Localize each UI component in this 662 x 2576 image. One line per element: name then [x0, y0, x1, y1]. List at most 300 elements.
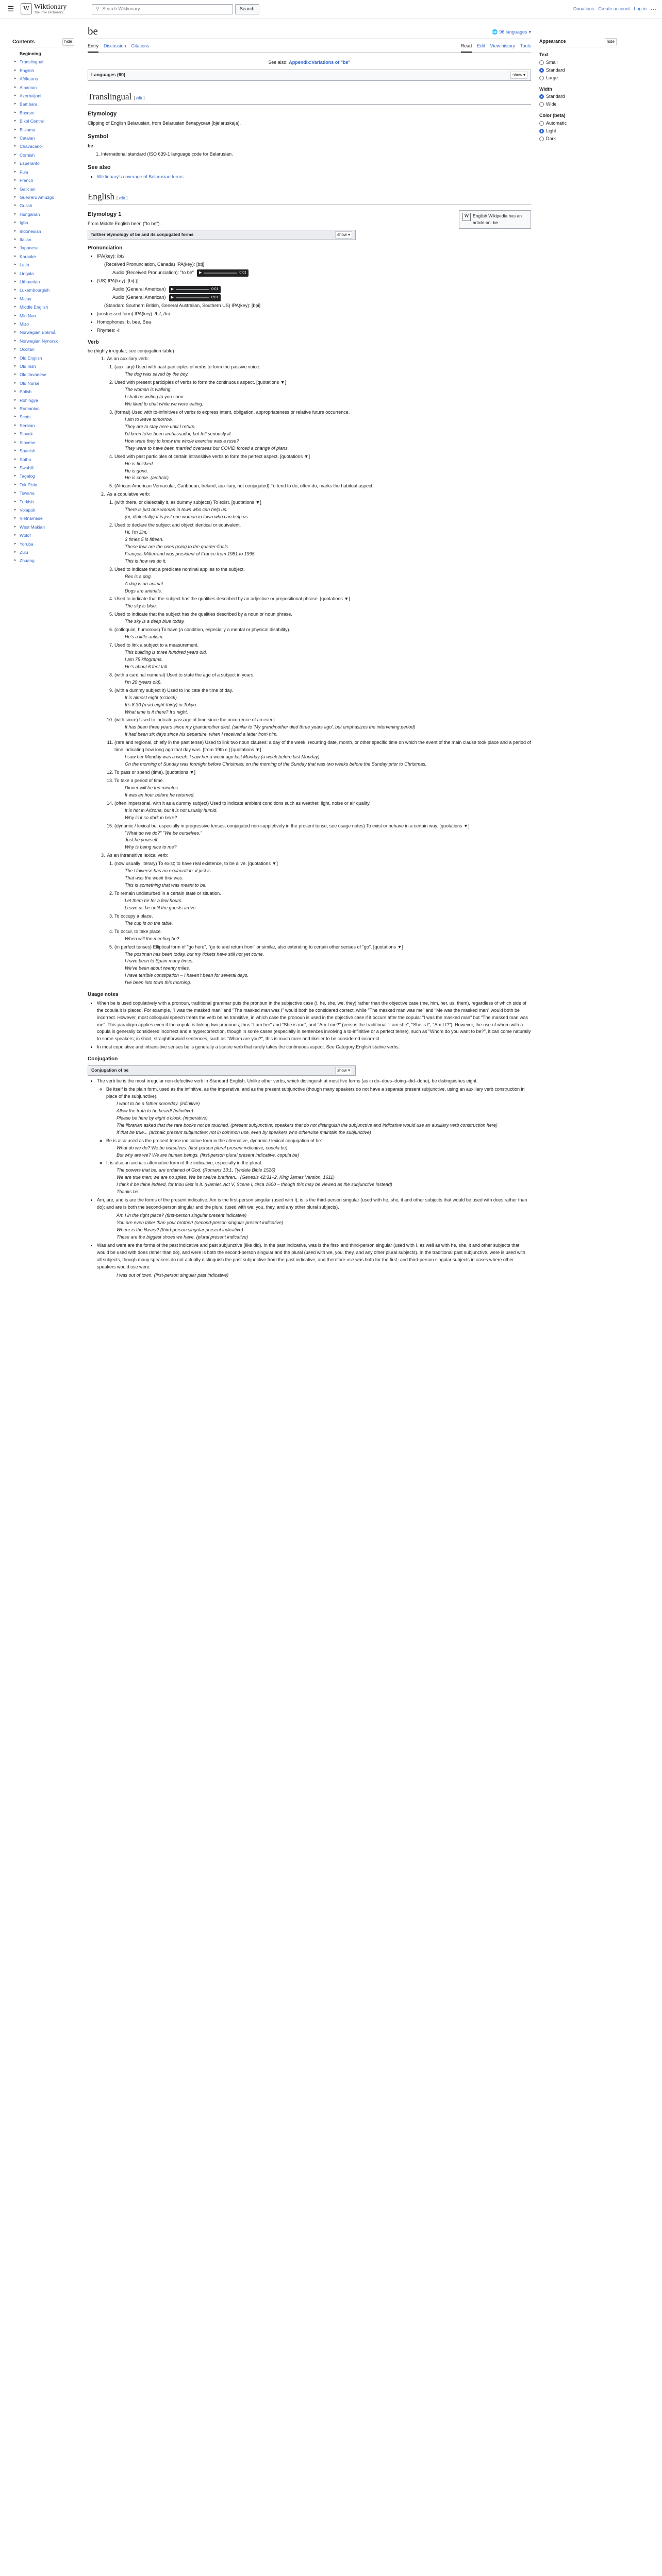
- translingual-heading: Translingual [ edit ]: [88, 90, 531, 105]
- toc-item[interactable]: ▸ Spanish: [12, 447, 74, 455]
- toc-item[interactable]: ▸ Min Nan: [12, 312, 74, 320]
- usage-example: (or, dialectally) It is just one woman in town who can help us.: [125, 514, 250, 520]
- toc-item[interactable]: ▸ Malay: [12, 295, 74, 303]
- sub-definition: 1. (with there, or dialectally it, as dummy subjects) To exist. [quotations ▼] There is just one woman in town who can help us. (or, dialectally) It is just one woman in town who can help us.: [114, 499, 531, 521]
- chevron-right-icon[interactable]: ▸: [14, 195, 16, 199]
- etymology-1-text: From Middle English been ("to be").: [88, 221, 161, 226]
- verb-heading: Verb: [88, 340, 99, 346]
- page-tabs: [88, 41, 531, 53]
- chevron-right-icon[interactable]: ▸: [14, 254, 16, 258]
- usage-example: Allow the truth to be heard! (infinitive): [117, 1108, 193, 1113]
- toc-item[interactable]: ▸ Norwegian Nynorsk: [12, 337, 74, 345]
- usage-example: Leave us be until the guests arrive.: [125, 905, 197, 910]
- usage-example: This is how we do it.: [125, 558, 167, 564]
- chevron-right-icon[interactable]: ▸: [14, 127, 16, 131]
- chevron-right-icon[interactable]: ▸: [14, 68, 16, 72]
- log-in-link[interactable]: Log in: [634, 6, 647, 11]
- usage-example: Hi, I'm Jim.: [125, 530, 148, 535]
- toc-item[interactable]: ▸ Fula: [12, 168, 74, 176]
- conjugation-subnote: ◦ It is also an archaic alternative form of the indicative, especially in the plural. The powers that be, are ordained of God. (Romans 13:1, Tyndale Bible 1526) We are true men; we are no spies: We be twelve brethren... (Genesis 42:31–2, King James Version, 1611) I think it be thine indeed, for thou liest in it. (Hamlet, Act V, Scene i, circa 1600 – though this may be viewed as the subjunctive instead) Thanks be.: [106, 1160, 531, 1196]
- toc-item[interactable]: ▸ English: [12, 66, 74, 75]
- chevron-right-icon[interactable]: ▸: [14, 338, 16, 343]
- toc-item[interactable]: ▸ Tswana: [12, 489, 74, 497]
- chevron-right-icon[interactable]: ▸: [14, 279, 16, 283]
- site-header: [0, 0, 662, 19]
- toc-item[interactable]: ▸ Translingual: [12, 58, 74, 66]
- chevron-right-icon[interactable]: ▸: [14, 322, 16, 326]
- color-light-option[interactable]: Light: [539, 127, 617, 135]
- chevron-right-icon[interactable]: ▸: [14, 85, 16, 89]
- usage-example: It is hot in Arizona, but it is not usually humid.: [125, 807, 218, 813]
- width-wide-option[interactable]: Wide: [539, 100, 617, 108]
- chevron-right-icon[interactable]: ▸: [14, 77, 16, 81]
- chevron-right-icon[interactable]: ▸: [14, 110, 16, 114]
- audio-ga-1: Audio (General American) ▶ 0:01: [112, 286, 531, 293]
- toc-item[interactable]: ▸ Vietnamese: [12, 514, 74, 522]
- site-tagline: The Free Dictionary: [34, 10, 63, 15]
- toc-item[interactable]: ▸ Albanian: [12, 83, 74, 92]
- more-options-icon[interactable]: ⋯: [651, 5, 657, 13]
- chevron-right-icon[interactable]: ▸: [14, 398, 16, 402]
- see-also-heading: See also: [88, 164, 111, 171]
- wikipedia-icon: W: [462, 213, 471, 221]
- usage-example: This is something that was meant to be.: [125, 883, 207, 888]
- main-menu-icon[interactable]: ☰: [7, 5, 14, 13]
- chevron-right-icon[interactable]: ▸: [14, 212, 16, 216]
- create-account-link[interactable]: Create account: [598, 6, 630, 11]
- chevron-right-icon[interactable]: ▸: [14, 136, 16, 140]
- usage-example: Am I in the right place? (first-person singular present indicative): [117, 1213, 247, 1218]
- toc-item[interactable]: Beginning: [20, 51, 41, 56]
- usage-example: Rex is a dog.: [125, 573, 152, 579]
- usage-example: We've been about twenty miles.: [125, 965, 190, 971]
- toc-item[interactable]: ▸ Old Irish: [12, 362, 74, 370]
- toc-item[interactable]: ▸ Latin: [12, 261, 74, 269]
- usage-example: Thanks be.: [117, 1189, 140, 1195]
- toc-item[interactable]: ▸ Gullah: [12, 201, 74, 210]
- toc-item[interactable]: ▸ Old English: [12, 354, 74, 362]
- sub-definition: 7. Used to link a subject to a measurement. This building is three hundred years old. I am 75 kilograms. He's about 6 feet tall.: [114, 642, 531, 671]
- usage-example: 3 times 5 is fifteen.: [125, 536, 164, 542]
- chevron-right-icon[interactable]: ▸: [14, 415, 16, 419]
- usage-example: It's 8:30 (read eight-thirty) in Tokyo.: [125, 702, 197, 707]
- chevron-right-icon[interactable]: ▸: [14, 550, 16, 554]
- toc-item[interactable]: ▸ Slovak: [12, 430, 74, 438]
- toc-item[interactable]: ▸ West Makian: [12, 523, 74, 531]
- search-input[interactable]: [92, 4, 233, 14]
- usage-example: A dog is an animal.: [125, 581, 164, 586]
- audio-rp: Audio (Received Pronunciation): "to be" ▶ 0:01: [112, 269, 531, 277]
- toc-item[interactable]: ▸ Afrikaans: [12, 75, 74, 83]
- chevron-right-icon[interactable]: ▸: [14, 313, 16, 317]
- usage-example: They were to have been married overseas but COVID forced a change of plans.: [125, 445, 289, 451]
- chevron-right-icon[interactable]: ▸: [14, 524, 16, 529]
- pronunciation-list: • IPA(key): /biː/ (Received Pronunciation, Canada) IPA(key): [bɪi̯] Audio (Received Pronunciation): "to be" ▶ 0:01 • (US) IPA(key): [bi(ː)] Audio (General American) ▶ 0:01 Audio (General American) ▶ 0:01 (Standard Southern British, General Australian, Southern US) IPA(key): [bə̯i] • (unstressed form) IPA(key): /bi/, /bɪ/ • Homophones: b, bee, Bea • Rhymes: -iː: [97, 253, 531, 334]
- tab-entry[interactable]: Entry: [88, 41, 98, 53]
- play-icon: ▶: [171, 295, 174, 299]
- sub-definition: 2. Used to declare the subject and object identical or equivalent. Hi, I'm Jim. 3 times 5 is fifteen. These four are the ones going to the quarter-finals. François Mitterrand was president of France from 1981 to 1995. This is how we do it.: [114, 522, 531, 565]
- languages-collapsible: [88, 70, 531, 81]
- toc-item[interactable]: ▸ Hungarian: [12, 210, 74, 218]
- toc-item[interactable]: ▸ Yoruba: [12, 540, 74, 548]
- toc-item[interactable]: ▸ Italian: [12, 235, 74, 244]
- usage-example: He's a little autism.: [125, 634, 164, 640]
- chevron-right-icon[interactable]: ▸: [14, 305, 16, 309]
- usage-example: The sky is a deep blue today.: [125, 619, 185, 624]
- toc-item[interactable]: ▸ Slovene: [12, 438, 74, 447]
- sub-definition: 5. (in perfect tenses) Elliptical form of "go here", "go to and return from" or similar, also extending to certain other senses of "go". [quotations ▼] The postman has been today, but my tickets have still not yet come. I have been to Spain many times. We've been about twenty miles. I have terrible constipation – I haven't been for several days. I've been into town this morning.: [114, 944, 531, 987]
- chevron-right-icon[interactable]: ▸: [14, 161, 16, 165]
- symbol-heading: Symbol: [88, 133, 108, 140]
- usage-example: I have terrible constipation – I haven't been for several days.: [125, 973, 249, 978]
- toc-item[interactable]: ▸ Chavacano: [12, 142, 74, 150]
- chevron-right-icon[interactable]: ▸: [14, 440, 16, 444]
- usage-example: Let them be for a few hours.: [125, 897, 183, 903]
- sub-definition: 9. (with a dummy subject it) Used to indicate the time of day. It is almost eight (o'clock). It's 8:30 (read eight-thirty) in Tokyo. What time is it there? It's night.: [114, 687, 531, 716]
- chevron-right-icon[interactable]: ▸: [14, 102, 16, 106]
- usage-note: • In most copulative and intransitive senses be is generally a stative verb that rarely takes the continuous aspect. See Category:English stative verbs.: [97, 1044, 531, 1051]
- appearance-panel: [539, 38, 617, 143]
- toc-item[interactable]: ▸ Bislama: [12, 126, 74, 134]
- usage-example: It was an hour before he returned.: [125, 792, 195, 798]
- color-dark-option[interactable]: Dark: [539, 135, 617, 143]
- usage-example: That was the week that was.: [125, 875, 184, 881]
- chevron-right-icon[interactable]: ▸: [14, 229, 16, 233]
- toc-item[interactable]: ▸ Indonesian: [12, 227, 74, 235]
- toc-item[interactable]: ▸ Igbo: [12, 218, 74, 227]
- chevron-down-icon: ▾: [528, 29, 531, 35]
- usage-example: When will the meeting be?: [125, 936, 179, 941]
- sub-definition: 3. To occupy a place. The cup is on the table.: [114, 913, 531, 927]
- appearance-hide-button[interactable]: hide: [605, 38, 617, 45]
- usage-example: The dog was saved by the boy.: [125, 371, 189, 377]
- pronunciation-heading: Pronunciation: [88, 245, 123, 251]
- chevron-right-icon[interactable]: ▸: [14, 364, 16, 368]
- main-content: [88, 25, 531, 1280]
- toc-item[interactable]: ▸ Guerrero Amuzgo: [12, 193, 74, 201]
- personal-tools: [573, 5, 657, 14]
- usage-example: The postman has been today, but my tickets have still not yet come.: [125, 951, 264, 957]
- page-title: be: [88, 25, 98, 37]
- chevron-right-icon[interactable]: ▸: [14, 507, 16, 512]
- sub-definition: 10. (with since) Used to indicate passage of time since the occurrence of an event. It has been three years since my grandmother died. (similar to 'My grandmother died three years ago', but emphasizes the intervening period) It had been six days since his departure, when I received a letter from him.: [114, 717, 531, 738]
- toc-item[interactable]: ▸ Swahili: [12, 464, 74, 472]
- chevron-right-icon[interactable]: ▸: [14, 221, 16, 225]
- toc-item[interactable]: ▸ Bikol Central: [12, 117, 74, 125]
- sub-definition: 6. (colloquial, humorous) To have (a condition, especially a mental or physical disability). He's a little autism.: [114, 626, 531, 641]
- chevron-right-icon[interactable]: ▸: [14, 491, 16, 495]
- chevron-right-icon[interactable]: ▸: [14, 474, 16, 478]
- conjugation-subnote: ◦ Be itself is the plain form, used as the infinitive, as the imperative, and as the present subjunctive (though many speakers do not have a separate present subjunctive, using an auxiliary verb construction in place of the subjunctive). I want to be a father someday. (infinitive) Allow the truth to be heard! (infinitive) Please be here by eight o'clock. (imperative) The librarian asked that the rare books not be touched. (present subjunctive; speakers that do not distinguish the subjunctive and indicative would use an auxiliary verb construction here) If that be true... (archaic present subjunctive; not in common use, even by speakers who otherwise maintain the subjunctive): [106, 1086, 531, 1137]
- toc-item[interactable]: ▸ French: [12, 176, 74, 184]
- usage-example: I'd been to've been ambassador, but fell seriously ill.: [125, 431, 232, 436]
- wikipedia-box: [459, 210, 531, 229]
- usage-example: I was out of town. (first-person singular past indicative): [117, 1272, 229, 1278]
- chevron-right-icon[interactable]: ▸: [14, 465, 16, 469]
- translingual-etymology-text: Clipping of English Belarusian, from Belarusian беларуская (bjelaruskaja).: [88, 121, 241, 126]
- chevron-right-icon[interactable]: ▸: [14, 94, 16, 98]
- see-also-link[interactable]: Appendix:Variations of "be": [289, 59, 351, 65]
- conjugation-notes-list: [97, 1078, 531, 1279]
- toc-hide-button[interactable]: hide: [62, 38, 74, 46]
- donations-link[interactable]: Donations: [573, 6, 594, 11]
- usage-example: I want to be a father someday. (infinitive): [117, 1100, 200, 1106]
- usage-example: Dinner will be ten minutes.: [125, 785, 179, 790]
- site-name: Wiktionary: [34, 3, 67, 11]
- chevron-right-icon[interactable]: ▸: [14, 170, 16, 174]
- toc-item[interactable]: ▸ Zhuang: [12, 556, 74, 565]
- sub-definition: 4. Used with past participles of certain intransitive verbs to form the perfect aspect. [quotations ▼] He is finished. He is gone. He is come. (archaic): [114, 453, 531, 482]
- symbol-headword: be: [88, 143, 93, 149]
- toc-item[interactable]: ▸ Catalan: [12, 134, 74, 142]
- tab-edit[interactable]: Edit: [477, 43, 485, 49]
- site-logo[interactable]: [21, 3, 70, 15]
- chevron-right-icon[interactable]: ▸: [14, 558, 16, 563]
- english-heading: English [ edit ]: [88, 190, 531, 205]
- etymology-1-heading: Etymology 1: [88, 211, 122, 217]
- chevron-right-icon[interactable]: ▸: [14, 178, 16, 182]
- text-large-option[interactable]: Large: [539, 74, 617, 82]
- chevron-right-icon[interactable]: ▸: [14, 372, 16, 377]
- usage-example: These are the biggest shoes we have. (plural present indicative): [117, 1234, 249, 1240]
- toc-item[interactable]: ▸ Volapük: [12, 506, 74, 514]
- language-count: 96 languages: [499, 29, 527, 35]
- sub-definition: 2. Used with present participles of verbs to form the continuous aspect. [quotations ▼] The woman is walking. I shall be writing to you soon. We liked to chat while we were eating.: [114, 379, 531, 408]
- width-label: Width: [539, 86, 552, 92]
- usage-example: If that be true... (archaic present subjunctive; not in common use, even by speakers who otherwise maintain the subjunctive): [117, 1129, 371, 1135]
- usage-example: François Mitterrand was president of France from 1981 to 1995.: [125, 551, 256, 556]
- usage-example: We liked to chat while we were eating.: [125, 401, 204, 407]
- chevron-right-icon[interactable]: ▸: [14, 271, 16, 275]
- chevron-right-icon[interactable]: ▸: [14, 389, 16, 394]
- translingual-etymology-heading: Etymology: [88, 111, 117, 117]
- toc-item[interactable]: ▸ Old Norse: [12, 379, 74, 387]
- toc-item[interactable]: ▸ Scots: [12, 413, 74, 421]
- audio-ga-2: Audio (General American) ▶ 0:01: [112, 294, 531, 301]
- chevron-right-icon[interactable]: ▸: [14, 152, 16, 157]
- verb-headword-line: be (highly irregular; see conjugation table): [88, 348, 174, 353]
- chevron-right-icon[interactable]: ▸: [14, 119, 16, 123]
- audio-player[interactable]: ▶ 0:01: [197, 269, 249, 277]
- chevron-right-icon[interactable]: ▸: [14, 263, 16, 267]
- definition: 1. As an auxiliary verb: 1. (auxiliary) Used with past participles of verbs to form the passive voice. The dog was saved by the boy. 2. Used with present participles of verbs to form the continuous aspect. [quotations ▼] The woman is walking. I shall be writing to you soon. We liked to chat while we were eating. 3. (formal) Used with to-infinitives of verbs to express intent, obligation, appropriateness or relative future occurrence. I am to leave tomorrow. They are to stay here until I return. I'd been to've been ambassador, but fell seriously ill. How were they to know the whole exercise was a ruse? They were to have been married overseas but COVID forced a change of plans. 4. Used with past participles of certain intransitive verbs to form the perfect aspect. [quotations ▼] He is finished. He is gone. He is come. (archaic) 5. (African-American Vernacular, Caribbean, Ireland, auxiliary, not conjugated) To tend to do, often do, marks the habitual aspect.: [101, 355, 531, 490]
- tab-discussion[interactable]: Discussion: [104, 43, 126, 49]
- usage-example: What time is it there? It's night.: [125, 709, 188, 715]
- toc-item[interactable]: ▸ Galician: [12, 185, 74, 193]
- usage-example: You are even taller than your brother! (second-person singular present indicative): [117, 1219, 284, 1225]
- sub-definition: 5. (African-American Vernacular, Caribbean, Ireland, auxiliary, not conjugated) To tend to do, often do, marks the habitual aspect.: [114, 483, 531, 490]
- tab-tools[interactable]: Tools: [520, 43, 531, 49]
- sub-definition: 2. To remain undisturbed in a certain state or situation. Let them be for a few hours. Leave us be until the guests arrive.: [114, 890, 531, 912]
- wiktionary-logo-icon: W: [21, 3, 32, 14]
- usage-example: I saw her Monday was a week: I saw her a week ago last Monday (a week before last Monday).: [125, 754, 321, 760]
- conjugation-note: • The verb be is the most irregular non-defective verb in Standard English. Unlike other verbs, which distinguish at most five forms (as in do–does–doing–did–done), be distinguishes eight. ◦ Be itself is the plain form, used as the infinitive, as the imperative, and as the present subjunctive (though many speakers do not have a separate present subjunctive, using an auxiliary verb construction in place of the subjunctive). I want to be a father someday. (infinitive) Allow the truth to be heard! (infinitive) Please be here by eight o'clock. (imperative) The librarian asked that the rare books not be touched. (present subjunctive; speakers that do not distinguish the subjunctive and indicative would use an auxiliary verb construction here) If that be true... (archaic present subjunctive; not in common use, even by speakers who otherwise maintain the subjunctive) ◦ Be is also used as the present tense indicative form in the alternative, dynamic / lexical conjugation of be: What do we do? We be ourselves. (first-person plural present indicative, copula be) But why are we? We are human beings. (first-person plural present indicative, copula be) ◦ It is also an archaic alternative form of the indicative, especially in the plural. The powers that be, are ordained of God. (Romans 13:1, Tyndale Bible 1526) We are true men; we are no spies: We be twelve brethren... (Genesis 42:31–2, King James Version, 1611) I think it be thine indeed, for thou liest in it. (Hamlet, Act V, Scene i, circa 1600 – though this may be viewed as the subjunctive instead) Thanks be.: [97, 1078, 531, 1196]
- title-row: [88, 25, 531, 39]
- usage-example: The librarian asked that the rare books not be touched. (present subjunctive; speakers that do not distinguish the subjunctive and indicative would use an auxiliary verb construction here): [117, 1122, 498, 1128]
- chevron-right-icon[interactable]: ▸: [14, 60, 16, 64]
- conjugation-note: • Was and were are the forms of the past indicative and past subjunctive (like did). In the past indicative, was is the first- and third-person singular (used with I, as well as with he, she, it and other subjects that would be used with does rather than do), and were is both the second-person singular and the plural (used with we, you, they, and any other plural subjects). In the traditional past subjunctive, were is used with all subjects, though many speakers do not actually distinguish the past subjunctive from the past indicative, and therefore use was both for the first- and third-person singular subjects in cases where other speakers would use were. I was out of town. (first-person singular past indicative): [97, 1242, 531, 1279]
- toc-item[interactable]: ▸ Esperanto: [12, 159, 74, 167]
- sub-definition: 5. Used to indicate that the subject has the qualities described by a noun or noun phrase. The sky is a deep blue today.: [114, 611, 531, 625]
- usage-example: I have been to Spain many times.: [125, 958, 194, 964]
- chevron-right-icon[interactable]: ▸: [14, 246, 16, 250]
- sub-definition: 14. (often impersonal, with it as a dummy subject) Used to indicate ambient conditions such as weather, light, noise or air quality. It is hot in Arizona, but it is not usually humid. Why is it so dark in here?: [114, 800, 531, 822]
- usage-example: I shall be writing to you soon.: [125, 394, 185, 400]
- see-also-item-link[interactable]: Wiktionary's coverage of Belarusian terms: [97, 174, 184, 180]
- usage-example: He is come. (archaic): [125, 475, 169, 481]
- chevron-right-icon[interactable]: ▸: [14, 204, 16, 208]
- text-size-label: Text: [539, 52, 549, 57]
- search-icon: ⚲: [95, 6, 100, 12]
- chevron-right-icon[interactable]: ▸: [14, 516, 16, 520]
- definition: 2. As a copulative verb: 1. (with there, or dialectally it, as dummy subjects) To exist. [quotations ▼] There is just one woman in town who can help us. (or, dialectally) It is just one woman in town who can help us. 2. Used to declare the subject and object identical or equivalent. Hi, I'm Jim. 3 times 5 is fifteen. These four are the ones going to the quarter-finals. François Mitterrand was president of France from 1981 to 1995. This is how we do it. 3. Used to indicate that a predicate nominal applies to the subject. Rex is a dog. A dog is an animal. Dogs are animals. 4. Used to indicate that the subject has the qualities described by an adjective or prepositional phrase. [quotations ▼] The sky is blue. 5. Used to indicate that the subject has the qualities described by a noun or noun phrase. The sky is a deep blue today. 6. (colloquial, humorous) To have (a condition, especially a mental or physical disability). He's a little autism. 7. Used to link a subject to a measurement. This building is three hundred years old. I am 75 kilograms. He's about 6 feet tall. 8. (with a cardinal numeral) Used to state the age of a subject in years. I'm 20 (years old). 9. (with a dummy subject it) Used to indicate the time of day. It is almost eight (o'clock). It's 8:30 (read eight-thirty) in Tokyo. What time is it there? It's night. 10. (with since) Used to indicate passage of time since the occurrence of an event. It has been three years since my grandmother died. (similar to 'My grandmother died three years ago', but emphasizes the intervening period) It had been six days since his departure, when I received a letter from him. 11. (rare and regional, chiefly in the past tense) Used to link two noun clauses: a day of the week, recurring date, month, or other specific time on which the event of the main clause took place and a period of time indicating how long ago that day was. [from 19th c.] [quotations ▼] I saw her Monday was a week: I saw her a week ago last Monday (a week before last Monday). On the morning of Sunday was fortnight before Christmas: on the morning of the Sunday that was two weeks before the Sunday prior to Christmas. 12. To pass or spend (time). [quotations ▼] 13. To take a period of time. Dinner will be ten minutes. It was an hour before he returned. 14. (often impersonal, with it as a dummy subject) Used to indicate ambient conditions such as weather, light, noise or air quality. It is hot in Arizona, but it is not usually humid. Why is it so dark in here? 15. (dynamic / lexical be, especially in progressive tenses, conjugated non-suppletively in the present tense, see usage notes) To exist or behave in a certain way. [quotations ▼] "What do we do?" "We be ourselves." Just be yourself. Why is being nice to me?: [101, 491, 531, 851]
- usage-example: He is finished.: [125, 461, 154, 466]
- usage-example: I am 75 kilograms.: [125, 656, 163, 662]
- chevron-right-icon[interactable]: ▸: [14, 499, 16, 503]
- toc-item[interactable]: ▸ Occitan: [12, 345, 74, 353]
- usage-example: The woman is walking.: [125, 387, 172, 393]
- tab-citations[interactable]: Citations: [131, 43, 150, 49]
- audio-player[interactable]: ▶ 0:01: [169, 294, 221, 301]
- usage-example: It has been three years since my grandmother died. (similar to 'My grandmother died three years ago', but emphasizes the intervening period): [125, 724, 416, 730]
- color-automatic-option[interactable]: Automatic: [539, 120, 617, 127]
- conjugation-show-button[interactable]: show ▾: [335, 1067, 352, 1074]
- chevron-right-icon[interactable]: ▸: [14, 457, 16, 461]
- usage-example: It had been six days since his departure, when I received a letter from him.: [125, 732, 278, 737]
- language-selector-button[interactable]: [492, 29, 531, 38]
- languages-box-title: Languages (60): [91, 72, 126, 77]
- chevron-right-icon[interactable]: ▸: [14, 406, 16, 411]
- chevron-right-icon[interactable]: ▸: [14, 541, 16, 546]
- chevron-right-icon[interactable]: ▸: [14, 423, 16, 427]
- chevron-right-icon[interactable]: ▸: [14, 347, 16, 351]
- toc-item[interactable]: ▸ Polish: [12, 387, 74, 396]
- chevron-right-icon[interactable]: ▸: [14, 288, 16, 292]
- chevron-right-icon[interactable]: ▸: [14, 533, 16, 537]
- toc-item[interactable]: ▸ Tok Pisin: [12, 481, 74, 489]
- usage-example: Why is being nice to me?: [125, 844, 177, 850]
- usage-example: On the morning of Sunday was fortnight before Christmas: on the morning of the Sunday that was two weeks before the Sunday prior to Christmas.: [125, 761, 427, 767]
- chevron-right-icon[interactable]: ▸: [14, 355, 16, 360]
- toc-item[interactable]: ▸ Sotho: [12, 455, 74, 464]
- toc-item[interactable]: ▸ Luxembourgish: [12, 286, 74, 294]
- usage-example: Dogs are animals.: [125, 588, 162, 594]
- toc-item[interactable]: ▸ Cornish: [12, 151, 74, 159]
- toc-item[interactable]: ▸ Tagalog: [12, 472, 74, 480]
- toc-item[interactable]: ▸ Lingala: [12, 269, 74, 278]
- usage-example: He's about 6 feet tall.: [125, 664, 169, 669]
- text-standard-option[interactable]: Standard: [539, 66, 617, 74]
- toc-item[interactable]: ▸ Middle English: [12, 303, 74, 311]
- usage-example: The sky is blue.: [125, 603, 157, 609]
- chevron-right-icon[interactable]: ▸: [14, 381, 16, 385]
- sub-definition: 1. (auxiliary) Used with past participles of verbs to form the passive voice. The dog was saved by the boy.: [114, 364, 531, 378]
- sub-definition: 4. To occur, to take place. When will the meeting be?: [114, 928, 531, 943]
- definitions-list: [101, 355, 531, 987]
- entry-body: [88, 59, 531, 1279]
- toc-header: [12, 38, 74, 47]
- search-button[interactable]: Search: [235, 4, 259, 14]
- conjugation-heading: Conjugation: [88, 1056, 118, 1062]
- toc-item[interactable]: ▸ Azerbaijani: [12, 92, 74, 100]
- chevron-right-icon[interactable]: ▸: [14, 144, 16, 148]
- tab-view-history[interactable]: View history: [490, 43, 515, 49]
- toc-item[interactable]: ▸ Karaoke: [12, 252, 74, 261]
- toc-item[interactable]: ▸ Wolof: [12, 531, 74, 539]
- sub-definition: 15. (dynamic / lexical be, especially in progressive tenses, conjugated non-suppletively in the present tense, see usage notes) To exist or behave in a certain way. [quotations ▼] "What do we do?" "We be ourselves." Just be yourself. Why is being nice to me?: [114, 823, 531, 852]
- languages-show-button[interactable]: show ▾: [510, 72, 527, 79]
- toc-item[interactable]: ▸ Old Javanese: [12, 370, 74, 379]
- translate-icon: 🌐: [492, 29, 498, 35]
- usage-example: I've been into town this morning.: [125, 980, 191, 986]
- usage-notes-heading: Usage notes: [88, 992, 119, 998]
- sub-definition: 1. (now usually literary) To exist; to have real existence, to be alive. [quotations ▼] The Universe has no explanation: it just is. That was the week that was. This is something that was meant to be.: [114, 860, 531, 889]
- chevron-right-icon[interactable]: ▸: [14, 237, 16, 241]
- sub-definition: 4. Used to indicate that the subject has the qualities described by an adjective or prepositional phrase. [quotations ▼] The sky is blue.: [114, 596, 531, 610]
- edit-link[interactable]: edit: [136, 96, 142, 101]
- toc-item[interactable]: ▸ Turkish: [12, 498, 74, 506]
- chevron-right-icon[interactable]: ▸: [14, 482, 16, 486]
- color-label: Color (beta): [539, 113, 566, 118]
- chevron-right-icon[interactable]: ▸: [14, 432, 16, 436]
- usage-note: • When be is used copulatively with a pronoun, traditional grammar puts the pronoun in the subjective case (I, he, she, we, they) rather than the objective case (me, him, her, us, them), regardless of which side of the copula it is placed. For example, "I was the masked man" and "The masked man was I" would both be considered correct, while "The masked man was me" and "Me was the masked man" would both be incorrect. However, most colloquial speech treats the verb be as transitive, in which case the pronoun is used in the objective case if it occurs after the copula: "I was the masked man" but "The masked man was me". This paradigm applies even if the copula is linking two pronouns; thus "I am her" and "She is me", and "Am I me?" (versus the traditional "I am she", "She is I", "Am I I?"). However, the use of whom with a copula is generally considered incorrect and a hypercorrection, though in some cases (especially in sentences involving a to-infinitive or a perfect tense), such as "Whom do you want to be?", it can come naturally to some speakers; in short, straightforward sentences, such as "Whom are you?", this is much rarer and likelier to be considered incorrect.: [97, 1000, 531, 1043]
- toc-item[interactable]: ▸ Basque: [12, 109, 74, 117]
- usage-example: The Universe has no explanation: it just is.: [125, 868, 212, 874]
- usage-example: I think it be thine indeed, for thou liest in it. (Hamlet, Act V, Scene i, circa 1600 – though this may be viewed as the subjunctive instead): [117, 1182, 392, 1188]
- play-icon: ▶: [171, 287, 174, 291]
- tab-read[interactable]: Read: [461, 41, 472, 53]
- chevron-right-icon[interactable]: ▸: [14, 330, 16, 334]
- further-etymology-bar: further etymology of be and its conjugated forms show ▾: [88, 230, 356, 240]
- chevron-right-icon[interactable]: ▸: [14, 296, 16, 300]
- toc-list: [12, 49, 74, 565]
- text-small-option[interactable]: Small: [539, 59, 617, 66]
- toc-title: Contents: [12, 39, 35, 45]
- sub-definition: 3. Used to indicate that a predicate nominal applies to the subject. Rex is a dog. A dog is an animal. Dogs are animals.: [114, 566, 531, 595]
- audio-player[interactable]: ▶ 0:01: [169, 286, 221, 293]
- conjugation-subnote: ◦ Be is also used as the present tense indicative form in the alternative, dynamic / lexical conjugation of be: What do we do? We be ourselves. (first-person plural present indicative, copula be) But why are we? We are human beings. (first-person plural present indicative, copula be): [106, 1138, 531, 1159]
- further-etymology-show-button[interactable]: show ▾: [335, 231, 352, 239]
- usage-example: Just be yourself.: [125, 837, 159, 843]
- chevron-right-icon[interactable]: ▸: [14, 187, 16, 191]
- usage-example: We are true men; we are no spies: We be twelve brethren... (Genesis 42:31–2, King James Version, 1611): [117, 1175, 335, 1180]
- toc-item[interactable]: ▸ Serbian: [12, 421, 74, 430]
- wikipedia-box-text[interactable]: English Wikipedia has an article on: be: [473, 213, 522, 225]
- usage-example: It is almost eight (o'clock).: [125, 694, 178, 700]
- toc-item[interactable]: ▸ Romanian: [12, 404, 74, 413]
- conjugation-subnote: [106, 1272, 531, 1279]
- usage-example: They are to stay here until I return.: [125, 423, 196, 429]
- chevron-right-icon[interactable]: ▸: [14, 449, 16, 453]
- usage-example: "What do we do?" "We be ourselves.": [125, 830, 202, 836]
- toc-item[interactable]: ▸ Norwegian Bokmål: [12, 328, 74, 336]
- toc-item[interactable]: ▸ Rohingya: [12, 396, 74, 404]
- usage-example: I'm 20 (years old).: [125, 679, 162, 685]
- usage-example: How were they to know the whole exercise was a ruse?: [125, 438, 239, 444]
- usage-example: Please be here by eight o'clock. (imperative): [117, 1115, 208, 1121]
- toc-item[interactable]: ▸ Lithuanian: [12, 278, 74, 286]
- appearance-title: Appearance: [539, 39, 566, 44]
- usage-example: The cup is on the table.: [125, 920, 173, 926]
- search-placeholder: Search Wiktionary: [102, 6, 140, 11]
- usage-example: This building is three hundred years old.: [125, 650, 207, 655]
- width-standard-option[interactable]: Standard: [539, 93, 617, 100]
- toc-item[interactable]: ▸ Mizo: [12, 320, 74, 328]
- sub-definition: 11. (rare and regional, chiefly in the past tense) Used to link two noun clauses: a day of the week, recurring date, month, or other specific time on which the event of the main clause took place and a period of time indicating how long ago that day was. [from 19th c.] [quotations ▼] I saw her Monday was a week: I saw her a week ago last Monday (a week before last Monday). On the morning of Sunday was fortnight before Christmas: on the morning of the Sunday that was two weeks before the Sunday prior to Christmas.: [114, 739, 531, 768]
- toc-item[interactable]: ▸ Japanese: [12, 244, 74, 252]
- toc-item[interactable]: ▸ Zulu: [12, 548, 74, 556]
- toc-item[interactable]: ▸ Bambara: [12, 100, 74, 108]
